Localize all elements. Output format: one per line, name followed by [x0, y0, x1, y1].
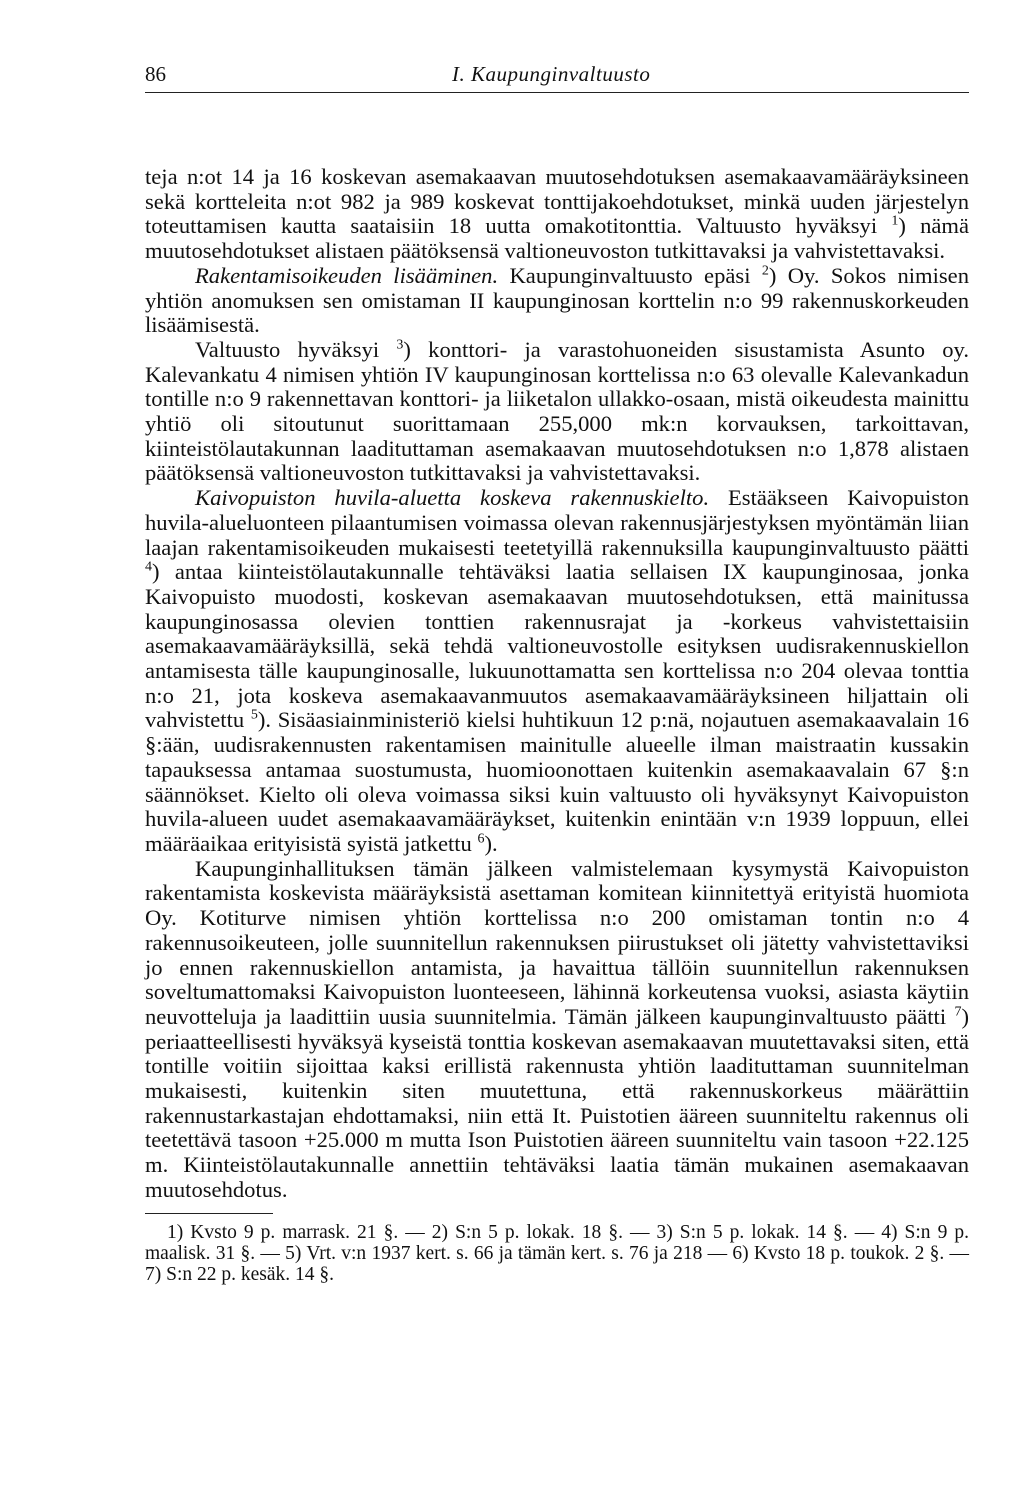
page-number: 86 [145, 62, 166, 86]
section-heading: Rakentamisoikeuden lisääminen. [195, 262, 499, 288]
paragraph-2: Rakentamisoikeuden lisääminen. Kaupunginvaltuusto epäsi $^2$) Oy. Sokos nimisen yhtiön anomuksen sen omistaman II kaupunginosan korttelin n:o 99 rakennuskorkeuden lisäämisestä. [145, 262, 969, 338]
running-title: I. Kaupunginvaltuusto [452, 62, 651, 86]
paragraph-1: teja n:ot 14 ja 16 koskevan asemakaavan muutosehdotuksen asemakaavamääräyksineen sekä kortteleita n:ot 982 ja 989 koskevat tonttijakoehdotukset, minkä uuden järjestelyn toteuttamisen kautta saataisiin 18 uutta omakotitonttia. Valtuusto hyväksyi $^1$) nämä muutosehdotukset alistaen päätöksensä valtioneuvoston tutkittavaksi ja vahvistettavaksi. [145, 164, 970, 264]
footnote-ref: 1 [891, 213, 899, 229]
paragraph-5: Kaupunginhallituksen tämän jälkeen valmistelemaan kysymystä Kaivopuiston rakentamista koskevista määräyksistä asettaman komitean kiinnitettyä erityistä huomiota Oy. Kotiturve nimisen yhtiön korttelissa n:o 200 omistaman tontin n:o 4 rakennusoikeuteen, jolle suunnitellun rakennuksen piirustukset oli jätetty vahvistettaviksi jo ennen rakennuskiellon antamista, ja havaittua tällöin suunnitellun rakennuksen soveltumattomaksi Kaivopuiston luonteeseen, lähinnä korkeutensa vuoksi, asiasta käytiin neuvotteluja ja laadittiin uusia suunnitelmia. Tämän jälkeen kaupunginvaltuusto päätti $^7$) periaatteellisesti hyväksyä kyseistä tonttia koskevan asemakaavan muutettavaksi siten, että tontille voitiin sijoittaa kaksi erillistä rakennusta yhtiön laadituttaman suunnitelman mukaisesti, kuitenkin siten muutettuna, että rakennuskorkeus määrättiin rakennustarkastajan ehdottamaksi, niin että It. Puistotien ääreen suunniteltu rakennus oli teetettävä tasoon +25.000 m mutta Ison Puistotien ääreen suunniteltu vain tasoon +22.125 m. Kiinteistölautakunnalle annettiin tehtäväksi laatia tämän mukainen asemakaavan muutosehdotus. [145, 855, 969, 1202]
page-header [145, 52, 969, 93]
footnote-ref: 5 [250, 707, 258, 723]
footnote-ref: 7 [954, 1004, 962, 1020]
body-text [145, 165, 969, 1285]
footnote-ref: 4 [145, 559, 152, 575]
footnote-divider [145, 1213, 273, 1214]
paragraph-3: Valtuusto hyväksyi $^3$) konttori- ja varastohuoneiden sisustamista Asunto oy. Kalevankatu 4 nimisen yhtiön IV kaupunginosan korttelissa n:o 63 olevalle Kalevankadun tontille n:o 9 rakennettavan konttori- ja liiketalon ullakko-osaan, mistä oikeudesta mainittu yhtiö oli sitoutunut suorittamaan 255,000 mk:n korvauksen, tarkoittavan, kiinteistölautakunnan laadituttaman asemakaavan muutosehdotuksen n:o 1,878 alistaen päätöksensä valtioneuvoston tutkittavaksi ja vahvistettavaksi. [145, 336, 970, 486]
footnotes: 1) Kvsto 9 p. marrask. 21 §. — 2) S:n 5 p. lokak. 18 §. — 3) S:n 5 p. lokak. 14 §. — 4) S:n 9 p. maalisk. 31 §. — 5) Vrt. v:n 1937 kert. s. 66 ja tämän kert. s. 76 ja 218 — 6) Kvsto 18 p. toukok. 2 §. — 7) S:n 22 p. kesäk. 14 §. [145, 1221, 969, 1285]
footnote-ref: 6 [477, 831, 485, 847]
paragraph-4: Kaivopuiston huvila-aluetta koskeva rakennuskielto. Estääkseen Kaivopuiston huvila-alueluonteen pilaantumisen voimassa olevan rakennusjärjestyksen myöntämän liian laajan rakentamisoikeuden mukaisesti teetetyillä rakennuksilla kaupunginvaltuusto päätti $^4$) antaa kiinteistölautakunnalle tehtäväksi laatia sellaisen IX kaupunginosaa, jonka Kaivopuisto muodosti, koskevan asemakaavan muutosehdotuksen, että mainitussa kaupunginosassa olevien tonttien rakennusrajat ja -korkeus vahvistettaisiin asemakaavamääräyksillä, sekä tehdä valtioneuvostolle esityksen uudisrakennuskiellon antamisesta tälle kaupunginosalle, lukuunottamatta sen korttelissa n:o 204 olevaa tonttia n:o 21, jota koskeva asemakaavanmuutos asemakaavamääräyksineen hiljattain oli vahvistettu $^5$). Sisäasiainministeriö kielsi huhtikuun 12 p:nä, nojautuen asemakaavalain 16 §:ään, uudisrakennusten rakentamisen mainitulle alueelle ilman maistraatin kussakin tapauksessa antamaa suostumusta, huomioonottaen kuitenkin asemakaavalain 67 §:n säännökset. Kielto oli oleva voimassa siksi kuin valtuusto oli hyväksynyt Kaivopuiston huvila-alueen uudet asemakaavamääräykset, kuitenkin enintään v:n 1939 loppuun, ellei määräaikaa erityisistä syistä jatkettu $^6$). [145, 485, 969, 856]
section-heading: Kaivopuiston huvila-aluetta koskeva rakennuskielto. [195, 485, 710, 511]
document-page [145, 52, 969, 1285]
footnote-ref: 2 [761, 263, 769, 279]
footnote-ref: 3 [396, 337, 404, 353]
